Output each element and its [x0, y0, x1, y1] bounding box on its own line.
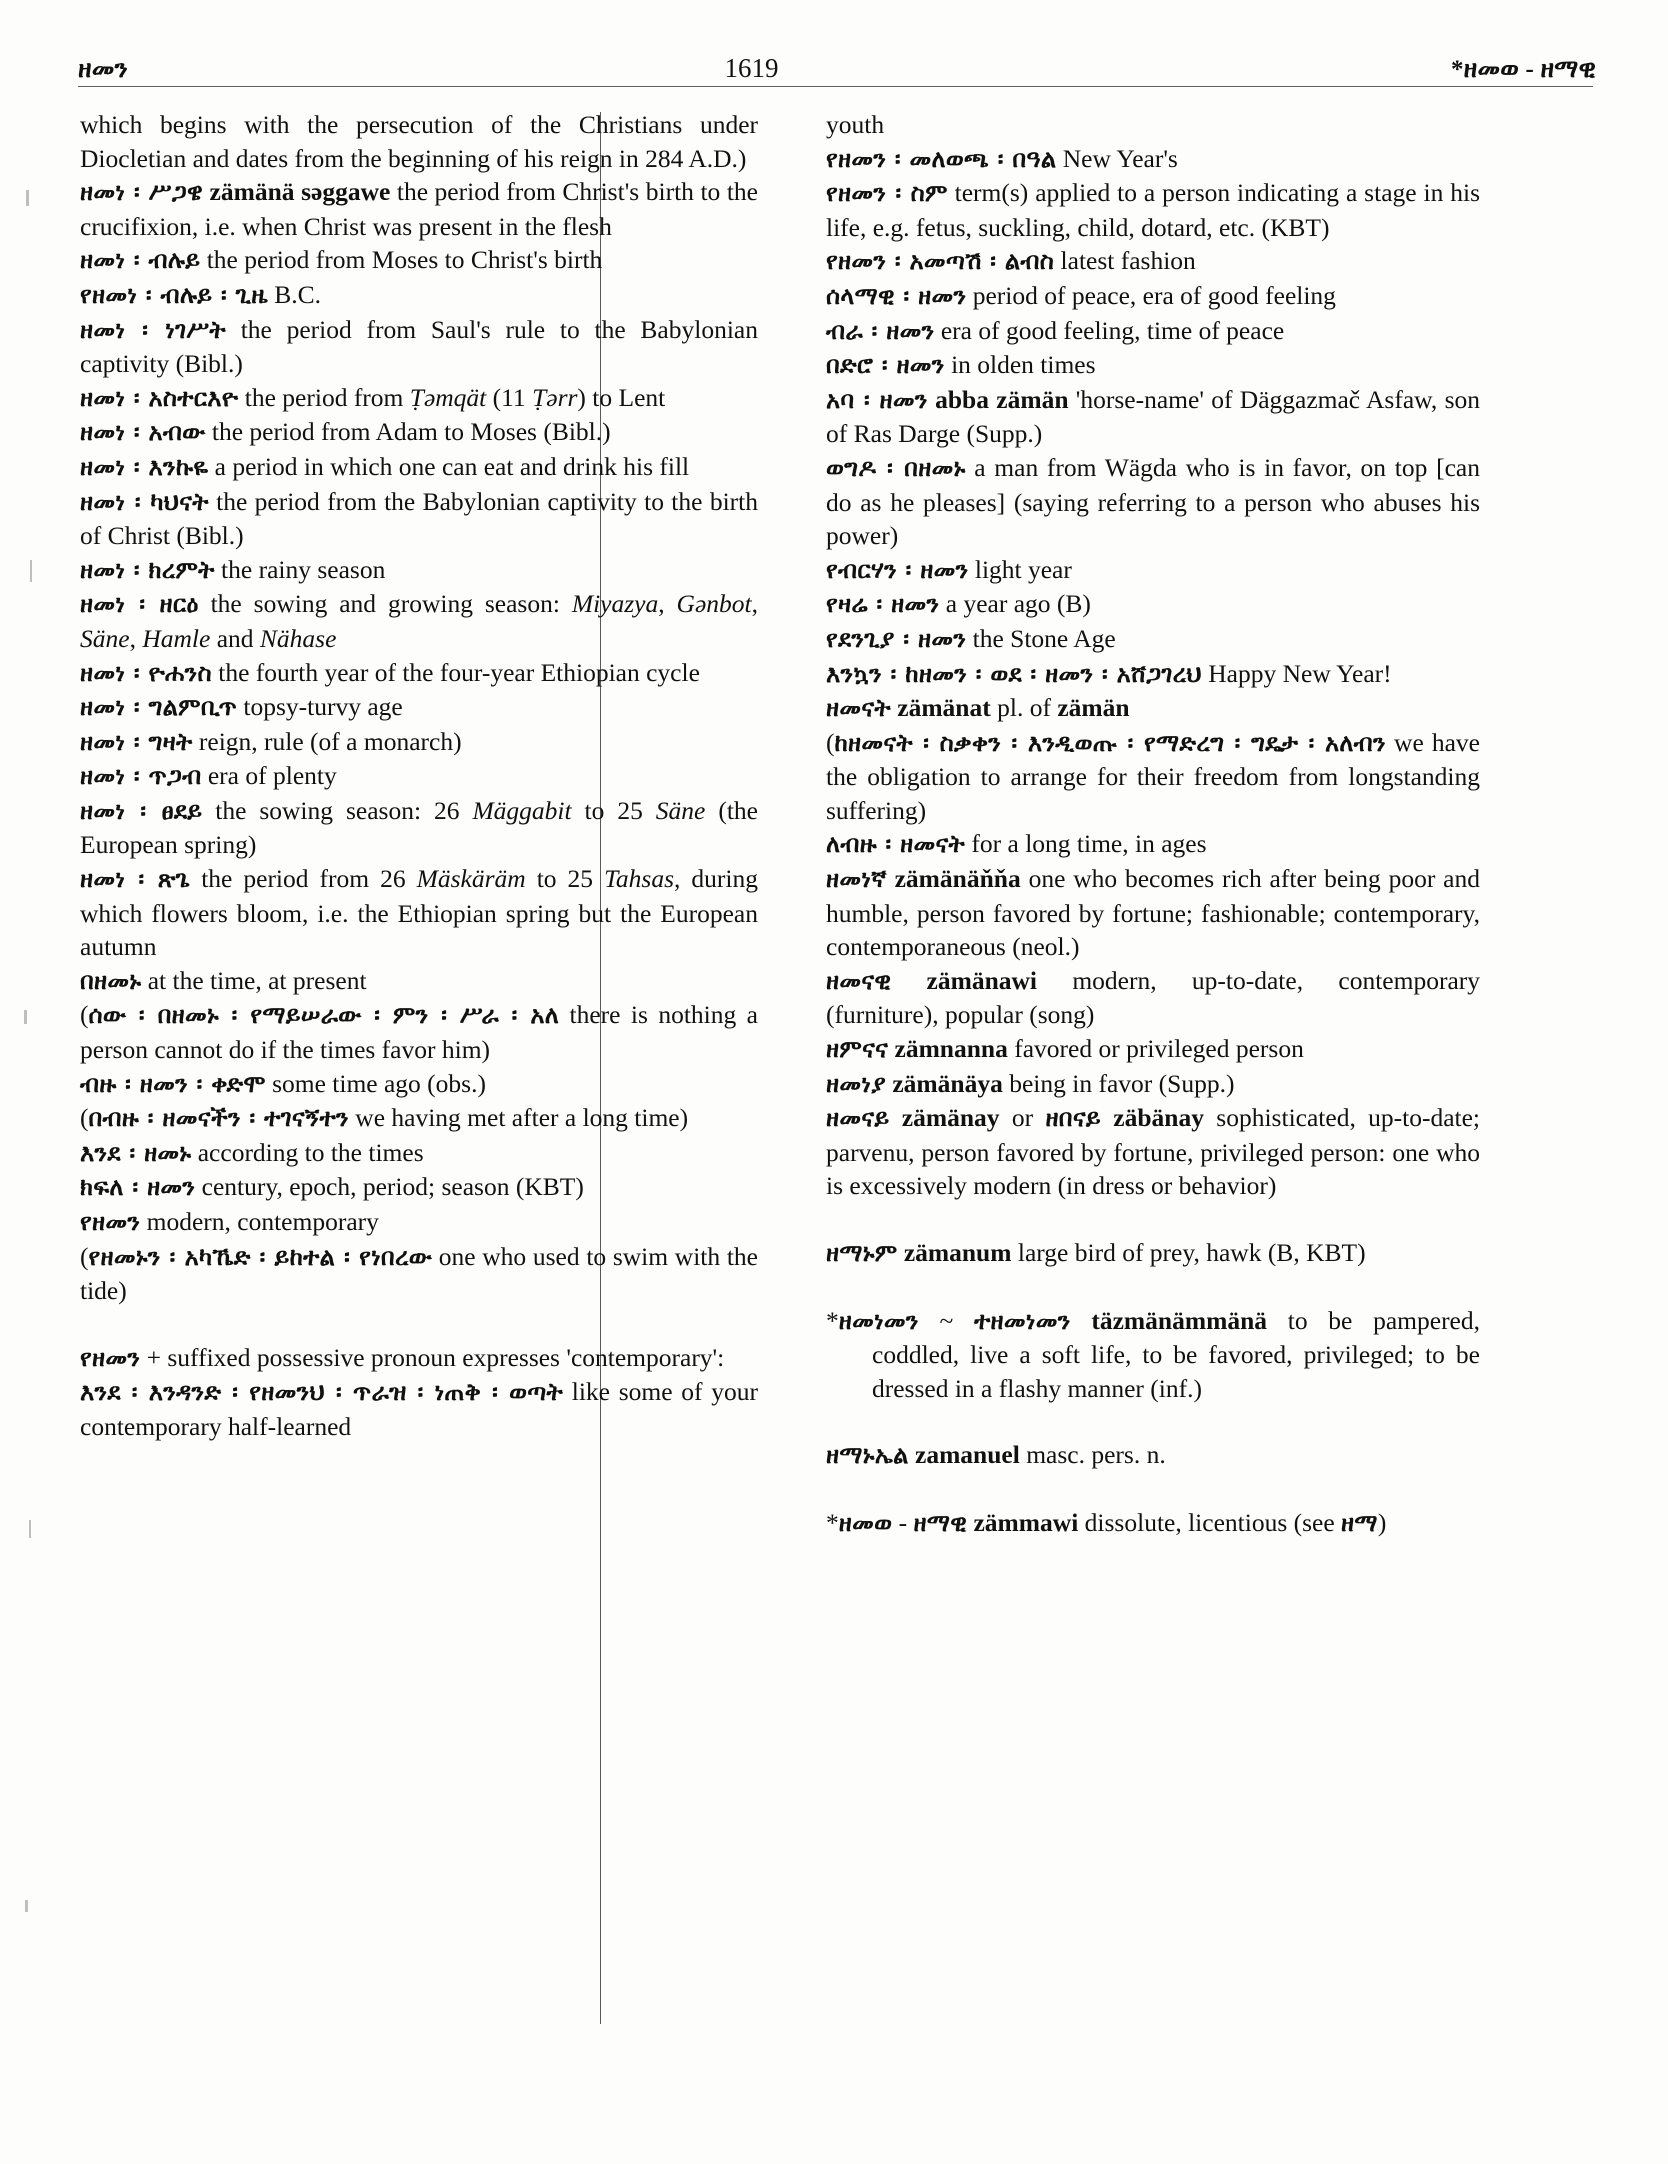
left-col-entry: ብዙ ፡ ዘመን ፡ ቀድሞ some time ago (obs.) [80, 1068, 486, 1098]
right-col-entry: ዘማኑም zämanum large bird of prey, hawk (B, KBT) [826, 1238, 1366, 1267]
ethiopic-text: ዘመነ ፡ ግዛት [80, 727, 193, 756]
left-col-entry: እንደ ፡ እንዳንድ ፡ የዘመንህ ፡ ጥራዝ ፡ ነጠቅ ፡ ወጣት like some of your contemporary half-learned [80, 1377, 758, 1441]
right-column [780, 108, 1480, 2128]
right-col-entry: የደንጊያ ፡ ዘመን the Stone Age [826, 623, 1116, 653]
italic-term: Ṭəmqät [409, 382, 487, 412]
left-col-entry: (በብዙ ፡ ዘመናችን ፡ ተገናኝተን we having met after a long time) [80, 1103, 689, 1133]
ethiopic-text: ዘመነ ፡ ጽጌ [80, 865, 191, 894]
ethiopic-text: የዛሬ ፡ ዘመን [826, 590, 940, 619]
right-col-entry: ለብዙ ፡ ዘመናት for a long time, in ages [826, 829, 1207, 859]
left-col-entry: ዘመነ ፡ አስተርእዮ the period from Ṭəmqät (11 Ṭərr) to Lent [80, 382, 666, 412]
italic-term: Hamle [142, 623, 211, 653]
right-col-entry: ዘመናት zämänat pl. of zämän [826, 693, 1130, 723]
transliteration: zämänat [897, 693, 991, 723]
scan-speckle [26, 190, 29, 206]
italic-term: Ṭərr [532, 382, 578, 412]
italic-term: Mäggabit [472, 795, 572, 825]
left-col-entry: እንደ ፡ ዘመኑ according to the times [80, 1137, 424, 1167]
transliteration: zamanuel [915, 1440, 1020, 1470]
ethiopic-text: ዘመናዊ [826, 966, 892, 995]
ethiopic-text: ዘመነ ፡ እንኩዬ [80, 452, 209, 481]
right-col-entry: ወግዶ ፡ በዘመኑ a man from Wägda who is in favor, on top [can do as he pleases] (saying referring to a person who abuses his power) [826, 452, 1480, 551]
ethiopic-text: ዘመነ ፡ ካህናት [80, 487, 209, 516]
transliteration: zämänay [901, 1103, 1000, 1133]
ethiopic-text: ወግዶ ፡ በዘመኑ [826, 453, 966, 482]
left-col-entry: ዘመነ ፡ ብሉይ the period from Moses to Christ's birth [80, 245, 603, 275]
left-col-entry: በዘመኑ at the time, at present [80, 965, 367, 995]
ethiopic-text: ዘማኑኤል [826, 1441, 909, 1470]
left-col-entry: ዘመነ ፡ ዮሐንስ the fourth year of the four-year Ethiopian cycle [80, 657, 700, 687]
ethiopic-text: ዘመናት [826, 694, 891, 723]
left-col-entry: ዘመነ ፡ ጽጌ the period from 26 Mäskäräm to 25 Tahsas, during which flowers bloom, i.e. the Ethiopian spring but the European autumn [80, 864, 758, 962]
ethiopic-text: ከዘመናት ፡ ስቃቀን ፡ እንዲወጡ ፡ የማድረግ ፡ ግዴታ ፡ አለብን [834, 728, 1386, 757]
left-col-entry: which begins with the persecution of the Christians under Diocletian and dates from the beginning of his reign in 284 A.D.) [80, 110, 758, 173]
right-col-entry: ዘመናይ zämänay or ዘበናይ zäbänay sophisticated, up-to-date; parvenu, person favored by fortune, privileged person: one who is excessively modern (in dress or behavior) [826, 1103, 1481, 1201]
transliteration: zäbänay [1113, 1103, 1204, 1133]
right-col-entry: ሰላማዊ ፡ ዘመን period of peace, era of good feeling [826, 280, 1336, 310]
ethiopic-text: ዘመነያ [826, 1069, 886, 1098]
right-col-entry: በድሮ ፡ ዘመን in olden times [826, 350, 1096, 380]
left-column [80, 108, 780, 2128]
ethiopic-text: ዘበናይ [1045, 1104, 1101, 1133]
right-col-entry: (ከዘመናት ፡ ስቃቀን ፡ እንዲወጡ ፡ የማድረግ ፡ ግዴታ ፡ አለብን we have the obligation to arrange for their freedom from longstanding suffering) [826, 727, 1480, 825]
ethiopic-text: ሰው ፡ በዘመኑ ፡ የማይሠራው ፡ ምን ፡ ሥራ ፡ አለ [88, 1001, 560, 1030]
right-col-entry: ዘመናዊ zämänawi modern, up-to-date, contemporary (furniture), popular (song) [826, 965, 1481, 1030]
left-col-entry: የዘመነ ፡ ብሉይ ፡ ጊዜ B.C. [80, 279, 322, 309]
ethiopic-text: ተዘመነመን [974, 1306, 1071, 1335]
left-col-entry: የዘመን + suffixed possessive pronoun expresses 'contemporary': [80, 1342, 725, 1372]
right-col-entry: youth [826, 110, 885, 139]
left-col-entry: (የዘመኑን ፡ አካኼድ ፡ ይከተል ፡ የነበረው one who used to swim with the tide) [80, 1241, 758, 1306]
transliteration: abba zämän [935, 384, 1069, 414]
right-col-entry: *ዘመወ - ዘማዊ zämmawi dissolute, licentious (see ዘማ) [826, 1507, 1387, 1537]
left-col-entry: የዘመን modern, contemporary [80, 1207, 379, 1236]
left-col-entry: ዘመነ ፡ ነገሥት the period from Saul's rule to the Babylonian captivity (Bibl.) [80, 314, 758, 379]
ethiopic-text: ክፍለ ፡ ዘመን [80, 1173, 196, 1202]
ethiopic-text: ዘማኑም [826, 1239, 898, 1267]
italic-term: Tahsas [604, 864, 675, 894]
italic-term: Säne [80, 623, 130, 653]
left-col-entry: ዘመነ ፡ ግዛት reign, rule (of a monarch) [80, 726, 462, 756]
right-col-entry: ዘምናና zämnanna favored or privileged person [826, 1034, 1304, 1064]
ethiopic-text: በብዙ ፡ ዘመናችን ፡ ተገናኝተን [88, 1104, 349, 1133]
right-col-entry: ዘመነኛ zämänäňňa one who becomes rich after being poor and humble, person favored by fortune; fashionable; contemporary, contemporaneous (neol.) [826, 864, 1481, 962]
ethiopic-text: ዘመነኛ [826, 865, 887, 894]
transliteration: zämänäňňa [894, 864, 1021, 894]
ethiopic-text: የዘመን [80, 1208, 141, 1236]
left-col-entry: ዘመነ ፡ ጥጋብ era of plenty [80, 761, 337, 791]
transliteration: zämänawi [926, 965, 1038, 995]
italic-term: Mäskäräm [416, 864, 526, 894]
scan-speckle [30, 560, 32, 582]
ethiopic-text: እንደ ፡ ዘመኑ [80, 1138, 192, 1167]
ethiopic-text: ዘምናና [826, 1035, 889, 1064]
left-col-entry: ዘመነ ፡ ካህናት the period from the Babylonian captivity to the birth of Christ (Bibl.) [80, 486, 758, 551]
header-rule [78, 86, 1593, 87]
ethiopic-text: ዘመወ [838, 1508, 893, 1537]
ethiopic-text: ዘመነ ፡ ክረምት [80, 555, 215, 584]
right-col-entry: የዘመን ፡ አመጣሽ ፡ ልብስ latest fashion [826, 246, 1196, 276]
right-col-entry: የዘመን ፡ መለወጫ ፡ በዓል New Year's [826, 143, 1178, 173]
left-col-entry: ክፍለ ፡ ዘመን century, epoch, period; season (KBT) [80, 1172, 584, 1202]
ethiopic-text: ዘመነ ፡ ብሉይ [80, 246, 201, 275]
left-col-entry: ዘመነ ፡ አብው the period from Adam to Moses (Bibl.) [80, 417, 611, 447]
ethiopic-text: ዘመነ ፡ ነገሥት [80, 315, 226, 344]
right-col-entry: ዘማኑኤል zamanuel masc. pers. n. [826, 1440, 1166, 1470]
ethiopic-text: የዘመኑን ፡ አካኼድ ፡ ይከተል ፡ የነበረው [88, 1242, 433, 1271]
ethiopic-text: ብዙ ፡ ዘመን ፡ ቀድሞ [80, 1069, 266, 1098]
left-col-entry: ዘመነ ፡ ዘርዕ the sowing and growing season: Miyazya, Gənbot, Säne, Hamle and Nähase [80, 589, 758, 653]
right-col-entry: *ዘመነመን ~ ተዘመነመን täzmänämmänä to be pampered, coddled, live a soft life, to be favored, privileged; to be dressed in a flashy manner (inf.) [826, 1305, 1481, 1403]
transliteration: zämmawi [973, 1507, 1079, 1537]
right-col-entry: ብራ ፡ ዘመን era of good feeling, time of peace [826, 315, 1285, 345]
left-col-entry: (ሰው ፡ በዘመኑ ፡ የማይሠራው ፡ ምን ፡ ሥራ ፡ አለ there is nothing a person cannot do if the times favor him) [80, 1000, 759, 1065]
ethiopic-text: ሰላማዊ ፡ ዘመን [826, 281, 967, 310]
ethiopic-text: የዘመን ፡ ስም [826, 179, 948, 208]
right-col-entry: የዘመን ፡ ስም term(s) applied to a person indicating a stage in his life, e.g. fetus, suckling, child, dotard, etc. (KBT) [826, 178, 1481, 242]
transliteration: zämänä səggawe [209, 177, 391, 207]
transliteration: zämän [1057, 693, 1130, 723]
running-head [78, 30, 1596, 82]
transliteration: täzmänämmänä [1091, 1305, 1268, 1335]
ethiopic-text: ለብዙ ፡ ዘመናት [826, 830, 966, 859]
ethiopic-text: ዘመነመን [838, 1306, 919, 1335]
left-col-entry: ዘመነ ፡ ሥጋዌ zämänä səggawe the period from Christ's birth to the crucifixion, i.e. when Christ was present in the flesh [80, 177, 758, 241]
ethiopic-text: ዘመነ ፡ አስተርእዮ [80, 383, 239, 412]
ethiopic-text: የዘመን [80, 1343, 141, 1372]
right-col-entry: እንኳን ፡ ከዘመን ፡ ወደ ፡ ዘመን ፡ አሸጋገረህ Happy New Year! [826, 658, 1392, 688]
left-col-entry: ዘመነ ፡ ፀደይ the sowing season: 26 Mäggabit to 25 Säne (the European spring) [80, 795, 758, 860]
italic-term: Nähase [259, 623, 337, 653]
italic-term: Miyazya [571, 589, 659, 619]
italic-term: Gənbot [676, 589, 752, 619]
ethiopic-text: የደንጊያ ፡ ዘመን [826, 624, 967, 653]
left-col-entry: ዘመነ ፡ ግልምቢጥ topsy-turvy age [80, 692, 403, 722]
ethiopic-text: እንደ ፡ እንዳንድ ፡ የዘመንህ ፡ ጥራዝ ፡ ነጠቅ ፡ ወጣት [80, 1378, 564, 1407]
ethiopic-text: ዘመነ ፡ ዮሐንስ [80, 658, 212, 687]
ethiopic-text: ዘመነ ፡ አብው [80, 418, 206, 447]
scan-speckle [25, 1900, 28, 1912]
right-col-entry: የብርሃን ፡ ዘመን light year [826, 554, 1072, 584]
right-col-entry: አባ ፡ ዘመን abba zämän 'horse-name' of Däggazmač Asfaw, son of Ras Darge (Supp.) [826, 384, 1481, 449]
page-number: 1619 [724, 53, 779, 83]
ethiopic-text: የዘመነ ፡ ብሉይ ፡ ጊዜ [80, 280, 268, 309]
ethiopic-text: ዘመነ ፡ ጥጋብ [80, 762, 202, 791]
ethiopic-text: ዘመናይ [826, 1104, 890, 1133]
ethiopic-text: በዘመኑ [80, 966, 142, 995]
italic-term: Säne [655, 795, 706, 825]
right-col-entry: የዛሬ ፡ ዘመን a year ago (B) [826, 589, 1091, 619]
left-col-entry: ዘመነ ፡ ክረምት the rainy season [80, 554, 386, 584]
scan-speckle [29, 1520, 31, 1538]
transliteration: zämänäya [892, 1068, 1003, 1098]
ethiopic-text: እንኳን ፡ ከዘመን ፡ ወደ ፡ ዘመን ፡ አሸጋገረህ [826, 659, 1202, 688]
running-head-right: *ዘመወ - ዘማዊ [1450, 56, 1596, 83]
ethiopic-text: ዘመነ ፡ ፀደይ [80, 796, 203, 825]
scan-speckle [24, 1010, 27, 1024]
transliteration: zämnanna [894, 1034, 1008, 1064]
ethiopic-text: የብርሃን ፡ ዘመን [826, 555, 969, 584]
running-head-left: ዘመን [78, 56, 128, 83]
ethiopic-text: አባ ፡ ዘመን [826, 385, 928, 414]
ethiopic-text: ዘማ [1341, 1508, 1378, 1537]
ethiopic-text: ዘማዊ [913, 1508, 968, 1537]
ethiopic-text: ብራ ፡ ዘመን [826, 316, 935, 345]
left-col-entry: ዘመነ ፡ እንኩዬ a period in which one can eat and drink his fill [80, 451, 690, 481]
ethiopic-text: ዘመነ ፡ ግልምቢጥ [80, 693, 238, 722]
ethiopic-text: ዘመነ ፡ ሥጋዌ [80, 178, 203, 207]
ethiopic-text: ዘመነ ፡ ዘርዕ [80, 590, 199, 619]
ethiopic-text: የዘመን ፡ አመጣሽ ፡ ልብስ [826, 247, 1055, 276]
right-col-entry: ዘመነያ zämänäya being in favor (Supp.) [826, 1068, 1235, 1098]
ethiopic-text: በድሮ ፡ ዘመን [826, 351, 945, 380]
ethiopic-text: የዘመን ፡ መለወጫ ፡ በዓል [826, 144, 1057, 173]
transliteration: zämanum [903, 1238, 1012, 1267]
